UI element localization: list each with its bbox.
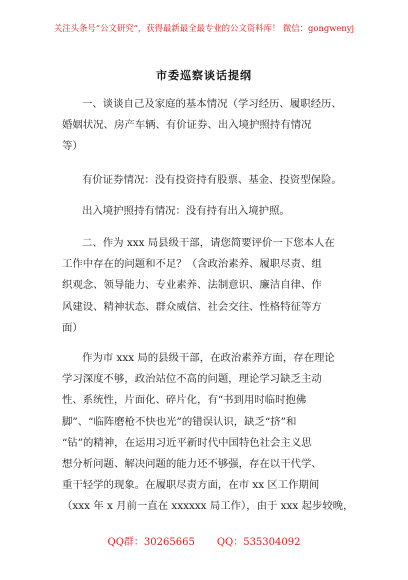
text-line: 重干轻学的现象。在履职尽责方面，在市 xx 区工作期间	[62, 479, 320, 492]
paragraph-self-evaluation-answer	[62, 348, 352, 518]
text-line: 脚”、“临阵磨枪不快也光”的错误认识，缺乏“挤”和	[62, 415, 297, 428]
qq-number: QQ：535304092	[216, 537, 301, 548]
qq-group-number: QQ群：30265665	[107, 537, 195, 548]
promo-banner: 关注头条号“公文研究”，获得最新最全最专业的公文资料库！ 微信：gongwenyj	[53, 23, 355, 33]
text-line: 出入境护照持有情况：没有持有出入境护照。	[82, 205, 290, 217]
text-line: 有价证券情况：没有投资持有股票、基金、投资型保险。	[82, 174, 342, 186]
text-line: 织观念、领导能力、专业素养、法制意识、廉洁自律、作	[62, 279, 322, 292]
text-line: 风建设、精神状态、群众威信、社会交往、性格特征等方	[62, 300, 322, 313]
paragraph-passport	[62, 201, 352, 222]
text-line: 等）	[62, 140, 83, 153]
text-line: 二、作为 xxx 局县级干部，请您简要评价一下您本人在	[82, 237, 335, 249]
text-line: 性、系统性，片面化、碎片化，有“书到用时临时抱佛	[62, 394, 307, 407]
text-line: 学习深度不够，政治站位不高的问题，理论学习缺乏主动	[62, 373, 322, 386]
text-line: 面）	[62, 321, 83, 334]
contact-footer	[0, 533, 408, 548]
document-title: 市委巡察谈话提纲	[156, 69, 252, 82]
text-line: 一、谈谈自己及家庭的基本情况（学习经历、履职经历、	[82, 98, 342, 110]
text-line: 婚姻状况、房产车辆、有价证券、出入境护照持有情况	[62, 119, 312, 132]
text-line: 工作中存在的问题和不足？（含政治素养、履职尽责、组	[62, 258, 322, 271]
text-line: 作为市 xxx 局的县级干部，在政治素养方面，存在理论	[82, 352, 335, 364]
paragraph-self-evaluation-question	[62, 233, 352, 339]
text-line: “钻”的精神，在运用习近平新时代中国特色社会主义思	[62, 436, 312, 449]
text-line: 想分析问题、解决问题的能力还不够强，存在以干代学、	[62, 458, 322, 471]
text-line: （xxx 年 x 月前一直在 xxxxxx 局工作），由于 xxx 起步较晚，	[62, 500, 354, 513]
paragraph-securities	[62, 170, 352, 191]
paragraph-basic-info	[62, 94, 352, 158]
